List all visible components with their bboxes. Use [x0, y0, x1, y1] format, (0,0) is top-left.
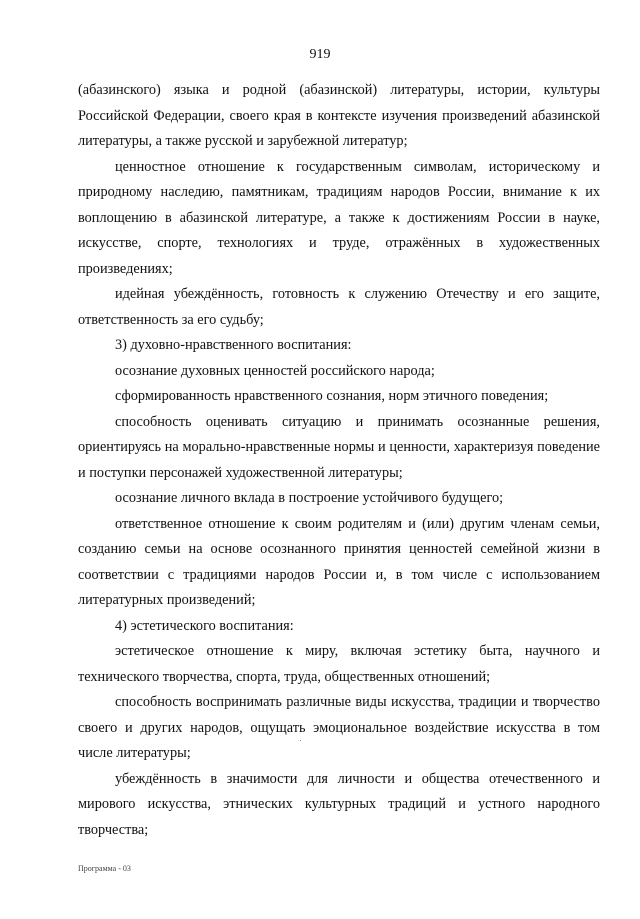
footer-label: Программа - 03	[78, 864, 131, 873]
paragraph: способность оценивать ситуацию и принимать осознанные решения, ориентируясь на морально-нравственные нормы и ценности, характеризуя поведение и поступки персонажей художественной литературы;	[78, 413, 600, 481]
section-heading: 4) эстетического воспитания:	[115, 617, 294, 634]
page-number: 919	[309, 47, 331, 62]
scan-speck	[300, 740, 301, 741]
paragraph-continuation: (абазинского) языка и родной (абазинской) литературы, истории, культуры Российской Федерации, своего края в контексте изучения произведений абазинской литературы, а также русской и зарубежной литератур;	[78, 82, 600, 149]
paragraph: сформированность нравственного сознания, норм этичного поведения;	[115, 388, 549, 404]
paragraph: ответственное отношение к своим родителям и (или) другим членам семьи, созданию семьи на основе осознанного принятия ценностей семейной жизни в соответствии с традициями народов России и, в том числе с использованием литературных произведений;	[78, 515, 600, 608]
paragraph: способность воспринимать различные виды искусства, традиции и творчество своего и других народов, ощущать эмоциональное воздействие искусства в том числе литературы;	[78, 694, 600, 761]
paragraph: осознание духовных ценностей российского народа;	[115, 362, 435, 379]
paragraph: ценностное отношение к государственным символам, историческому и природному наследию, памятникам, традициям народов России, внимание к их воплощению в абазинской литературе, а также к достижениям России в науке, искусстве, спорте, технологиях и труде, отражённых в художественных произведениях;	[78, 158, 600, 277]
section-heading: 3) духовно-нравственного воспитания:	[115, 337, 352, 353]
paragraph: идейная убеждённость, готовность к служению Отечеству и его защите, ответственность за его судьбу;	[78, 286, 600, 328]
page-body	[78, 78, 600, 843]
paragraph: убеждённость в значимости для личности и общества отечественного и мирового искусства, этнических культурных традиций и устного народного творчества;	[78, 770, 600, 838]
paragraph: эстетическое отношение к миру, включая эстетику быта, научного и технического творчества, спорта, труда, общественных отношений;	[78, 643, 600, 685]
paragraph: осознание личного вклада в построение устойчивого будущего;	[115, 490, 504, 506]
